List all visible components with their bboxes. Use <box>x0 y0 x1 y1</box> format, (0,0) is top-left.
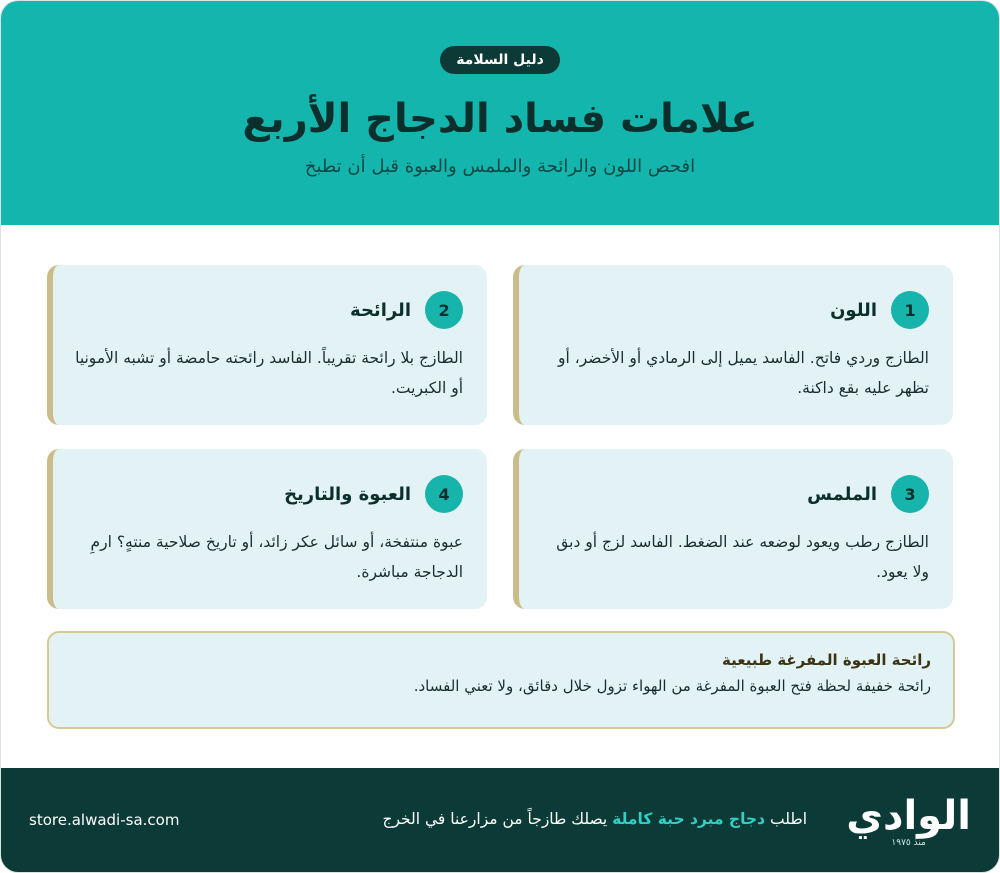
card-head <box>539 291 929 329</box>
number-badge: 1 <box>891 291 929 329</box>
card-text: عبوة منتفخة، أو سائل عكر زائد، أو تاريخ صلاحية منتهٍ؟ ارمِ الدجاجة مباشرة. <box>90 533 463 581</box>
sign-card-smell <box>47 265 487 425</box>
promo-highlight[interactable]: دجاج مبرد حبة كاملة <box>612 810 766 828</box>
logo-since: منذ ١٩٧٥ <box>891 838 926 848</box>
promo-text <box>382 810 807 828</box>
card-head <box>539 475 929 513</box>
sign-card-color <box>513 265 953 425</box>
logo-wordmark: الوادي <box>846 793 971 839</box>
card-text: الطازج بلا رائحة تقريباً. الفاسد رائحته حامضة أو تشبه الأمونيا أو الكبريت. <box>75 349 463 397</box>
note-text: رائحة خفيفة لحظة فتح العبوة المفرغة من الهواء تزول خلال دقائق، ولا تعني الفساد. <box>413 677 931 695</box>
card-title: العبوة والتاريخ <box>284 483 411 505</box>
number-badge: 2 <box>425 291 463 329</box>
card-title: اللون <box>830 299 877 321</box>
brand-logo[interactable] <box>846 794 971 848</box>
sign-card-texture <box>513 449 953 609</box>
card-title: الملمس <box>807 483 877 505</box>
page-title: علامات فساد الدجاج الأربع <box>242 96 758 142</box>
promo-before: اطلب <box>770 810 807 828</box>
card-head <box>73 291 463 329</box>
card-text: الطازج وردي فاتح. الفاسد يميل إلى الرمادي أو الأخضر، أو تظهر عليه بقع داكنة. <box>558 349 929 397</box>
promo-after: يصلك طازجاً من مزارعنا في الخرج <box>382 810 608 828</box>
store-link[interactable]: store.alwadi-sa.com <box>29 811 180 829</box>
card-head <box>73 475 463 513</box>
footer <box>1 768 999 872</box>
number-badge: 4 <box>425 475 463 513</box>
page-subtitle: افحص اللون والرائحة والملمس والعبوة قبل أن تطبخ <box>304 156 696 177</box>
vacuum-pack-note <box>47 631 955 729</box>
guide-badge: دليل السلامة <box>440 46 560 74</box>
header <box>1 1 999 225</box>
card-text: الطازج رطب ويعود لوضعه عند الضغط. الفاسد لزج أو دبق ولا يعود. <box>556 533 929 581</box>
sign-card-package-date <box>47 449 487 609</box>
card-title: الرائحة <box>350 299 411 321</box>
note-title: رائحة العبوة المفرغة طبيعية <box>722 651 931 669</box>
number-badge: 3 <box>891 475 929 513</box>
